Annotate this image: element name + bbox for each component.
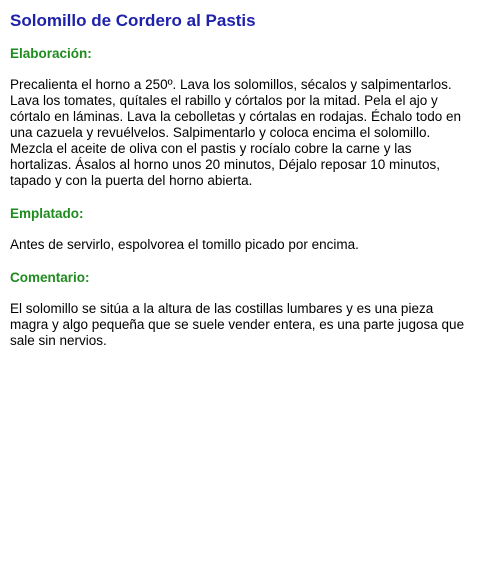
section-elaboracion	[10, 45, 475, 189]
section-emplatado	[10, 205, 475, 253]
recipe-title: Solomillo de Cordero al Pastis	[10, 11, 256, 30]
section-body-emplatado: Antes de servirlo, espolvorea el tomillo picado por encima.	[10, 237, 359, 252]
section-body-comentario: El solomillo se sitúa a la altura de las costillas lumbares y es una pieza magra y algo pequeña que se suele vender entera, es una parte jugosa que sale sin nervios.	[10, 301, 465, 348]
section-heading-comentario: Comentario:	[10, 270, 90, 285]
section-heading-elaboracion: Elaboración:	[10, 46, 92, 61]
section-heading-emplatado: Emplatado:	[10, 206, 84, 221]
section-comentario	[10, 269, 475, 349]
section-body-elaboracion: Precalienta el horno a 250º. Lava los solomillos, sécalos y salpimentarlos. Lava los tomates, quítales el rabillo y córtalos por la mitad. Pela el ajo y córtalo en láminas. Lava la cebolletas y córtalas en rodajas. Échalo todo en una cazuela y revuélvelos. Salpimentarlo y coloca encima el solomillo. Mezcla el aceite de oliva con el pastis y rocíalo cobre la carne y las hortalizas. Ásalos al horno unos 20 minutos, Déjalo reposar 10 minutos, tapado y con la puerta del horno abierta.	[10, 77, 462, 188]
